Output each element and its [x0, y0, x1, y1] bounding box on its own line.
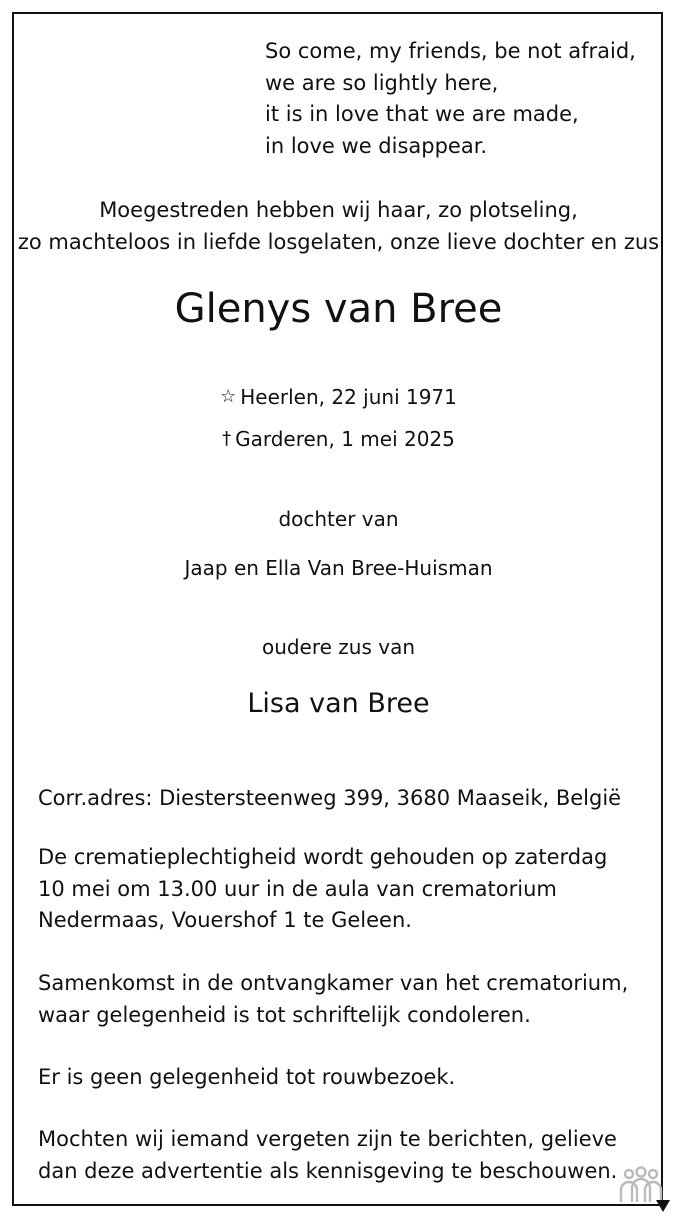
- poem: [265, 36, 636, 162]
- poem-line: So come, my friends, be not afraid,: [265, 39, 636, 63]
- older-sister-label: oudere zus van: [261, 635, 416, 659]
- poem-line: it is in love that we are made,: [265, 102, 579, 126]
- text-line: Mochten wij iemand vergeten zijn te berichten, gelieve: [38, 1127, 617, 1151]
- cremation-details: [38, 842, 648, 937]
- star-icon: ☆: [220, 386, 237, 407]
- intro-text: [0, 195, 677, 258]
- text-line: dan deze advertentie als kennisgeving te beschouwen.: [38, 1158, 618, 1183]
- text-line: Corr.adres: Diestersteenweg 399, 3680 Maaseik, België: [38, 786, 622, 810]
- text-line: Er is geen gelegenheid tot rouwbezoek.: [38, 1065, 456, 1089]
- parents-names: Jaap en Ella Van Bree-Huisman: [184, 556, 493, 580]
- birth-date-text: Heerlen, 22 juni 1971: [240, 385, 457, 409]
- deceased-name: Glenys van Bree: [174, 286, 503, 332]
- intro-line-1: Moegestreden hebben wij haar, zo plotseling,: [99, 198, 578, 222]
- sister-name: Lisa van Bree: [247, 688, 430, 719]
- text-line: waar gelegenheid is tot schriftelijk condoleren.: [38, 1002, 531, 1027]
- text-line: 10 mei om 13.00 uur in de aula van crematorium: [38, 876, 557, 901]
- poem-line: in love we disappear.: [265, 133, 488, 158]
- text-line: Samenkomst in de ontvangkamer van het crematorium,: [38, 971, 629, 995]
- text-line: Nedermaas, Vouershof 1 te Geleen.: [38, 908, 412, 932]
- death-date: [0, 425, 677, 453]
- forgotten-notice: [38, 1124, 648, 1187]
- gathering-details: [38, 968, 648, 1031]
- birth-date: [0, 383, 677, 411]
- arrow-down-icon[interactable]: [655, 1199, 671, 1213]
- no-visit-notice: [38, 1062, 648, 1094]
- cross-icon: †: [222, 428, 232, 449]
- intro-line-2: zo machteloos in liefde losgelaten, onze lieve dochter en zus: [17, 229, 660, 254]
- poem-line: we are so lightly here,: [265, 70, 499, 95]
- correspondence-address: [38, 783, 648, 815]
- text-line: De crematieplechtigheid wordt gehouden op zaterdag: [38, 845, 608, 869]
- death-date-text: Garderen, 1 mei 2025: [235, 427, 455, 451]
- daughter-of-label: dochter van: [278, 507, 399, 531]
